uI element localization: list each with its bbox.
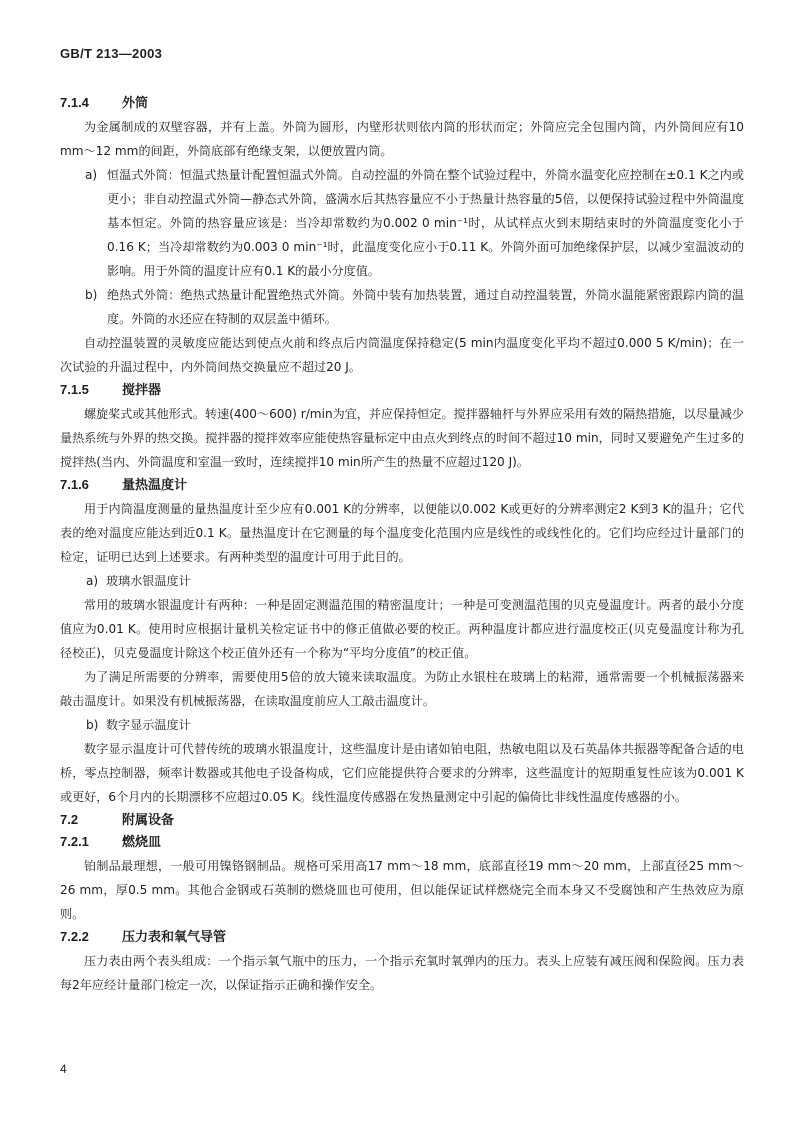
section-title: 附属设备 — [122, 813, 175, 828]
section-heading-7-2 — [60, 810, 744, 831]
section-heading-7-2-1 — [60, 832, 744, 853]
list-marker: a) — [85, 168, 98, 182]
paragraph: 为了满足所需要的分辨率，需要使用5倍的放大镜来读取温度。为防止水银柱在玻璃上的粘滞，通常需要一个机械振荡器来敲击温度计。如果没有机械振荡器，在读取温度前应人工敲击温度计。 — [60, 670, 744, 708]
section-number: 7.2.2 — [60, 929, 89, 944]
subsection-heading-a — [60, 569, 744, 593]
section-title: 搅拌器 — [122, 383, 162, 398]
paragraph: 螺旋桨式或其他形式。转速(400～600) r/min为宜，并应保持恒定。搅拌器轴杆与外界应采用有效的隔热措施，以尽量减少量热系统与外界的热交换。搅拌器的搅拌效率应能使热容量标定中由点火到终点的时间不超过10 min，同时又要避免产生过多的搅拌热(当内、外筒温度和室温一致时，连续搅拌10 min所产生的热量不应超过120 J)。 — [60, 407, 744, 469]
paragraph: 数字显示温度计可代替传统的玻璃水银温度计，这些温度计是由诸如铂电阻，热敏电阻以及石英晶体共振器等配备合适的电桥，零点控制器，频率计数器或其他电子设备构成，它们应能提供符合要求的分辨率，这些温度计的短期重复性应该为0.001 K或更好，6个月内的长期漂移不应超过0.05 K。线性温度传感器在发热量测定中引起的偏倚比非线性温度传感器的小。 — [60, 742, 744, 804]
section-heading-7-2-2 — [60, 927, 744, 948]
list-marker: a) — [86, 574, 99, 588]
paragraph: 铂制品最理想，一般可用镍铬钢制品。规格可采用高17 mm～18 mm，底部直径19 mm～20 mm，上部直径25 mm～26 mm，厚0.5 mm。其他合金钢或石英制的燃烧皿也可使用，但以能保证试样燃烧完全而本身又不受腐蚀和产生热效应为原则。 — [60, 859, 744, 921]
paragraph: 用于内筒温度测量的量热温度计至少应有0.001 K的分辨率，以便能以0.002 K或更好的分辨率测定2 K到3 K的温升；它代表的绝对温度应能达到近0.1 K。量热温度计在它测量的每个温度变化范围内应是线性的或线性化的。它们均应经过计量部门的检定，证明已达到上述要求。有两种类型的温度计可用于此目的。 — [60, 502, 744, 564]
paragraph: 压力表由两个表头组成：一个指示氧气瓶中的压力，一个指示充氧时氧弹内的压力。表头上应装有减压阀和保险阀。压力表每2年应经计量部门检定一次，以保证指示正确和操作安全。 — [60, 954, 744, 992]
paragraph: 常用的玻璃水银温度计有两种：一种是固定测温范围的精密温度计；一种是可变测温范围的贝克曼温度计。两者的最小分度值应为0.01 K。使用时应根据计量机关检定证书中的修正值做必要的校正。两种温度计都应进行温度校正(贝克曼温度计称为孔径校正)，贝克曼温度计除这个校正值外还有一个称为“平均分度值”的校正值。 — [60, 598, 744, 660]
section-title: 外筒 — [122, 96, 149, 111]
subsection-heading-b — [60, 713, 744, 737]
section-number: 7.2 — [60, 812, 79, 827]
document-body — [60, 92, 744, 997]
section-number: 7.1.4 — [60, 95, 89, 110]
section-number: 7.2.1 — [60, 834, 89, 849]
section-title: 燃烧皿 — [122, 835, 162, 850]
list-item-a — [60, 163, 744, 283]
paragraph: 为金属制成的双壁容器，并有上盖。外筒为圆形，内壁形状则依内筒的形状而定；外筒应完全包围内筒，内外筒间应有10 mm～12 mm的间距，外筒底部有绝缘支架，以便放置内筒。 — [60, 120, 744, 158]
section-heading-7-1-5 — [60, 380, 744, 401]
list-marker: b) — [86, 718, 99, 732]
list-item-b — [60, 283, 744, 331]
section-heading-7-1-6 — [60, 475, 744, 496]
section-title: 量热温度计 — [122, 478, 188, 493]
standard-code: GB/T 213—2003 — [60, 46, 163, 61]
list-marker: b) — [85, 288, 98, 302]
page-number: 4 — [60, 1062, 67, 1076]
subsection-title: 玻璃水银温度计 — [106, 574, 191, 588]
section-number: 7.1.5 — [60, 382, 89, 397]
paragraph: 自动控温装置的灵敏度应能达到使点火前和终点后内筒温度保持稳定(5 min内温度变化平均不超过0.000 5 K/min)；在一次试验的升温过程中，内外筒间热交换量应不超过20 J。 — [60, 336, 744, 374]
list-item-text: 恒温式外筒：恒温式热量计配置恒温式外筒。自动控温的外筒在整个试验过程中，外筒水温变化应控制在±0.1 K之内或更小；非自动控温式外筒—静态式外筒，盛满水后其热容量应不小于热量计热容量的5倍，以便保持试验过程中外筒温度基本恒定。外筒的热容量应该是：当冷却常数约为0.002 0 min⁻¹时，从试样点火到末期结束时的外筒温度变化小于0.16 K；当冷却常数约为0.003 0 min⁻¹时，此温度变化应小于0.11 K。外筒外面可加绝缘保护层，以减少室温波动的影响。用于外筒的温度计应有0.1 K的最小分度值。 — [107, 168, 744, 278]
subsection-title: 数字显示温度计 — [106, 718, 191, 732]
section-title: 压力表和氧气导管 — [122, 930, 227, 945]
list-item-text: 绝热式外筒：绝热式热量计配置绝热式外筒。外筒中装有加热装置，通过自动控温装置，外筒水温能紧密跟踪内筒的温度。外筒的水还应在特制的双层盖中循环。 — [107, 288, 744, 326]
section-number: 7.1.6 — [60, 477, 89, 492]
section-heading-7-1-4 — [60, 93, 744, 114]
